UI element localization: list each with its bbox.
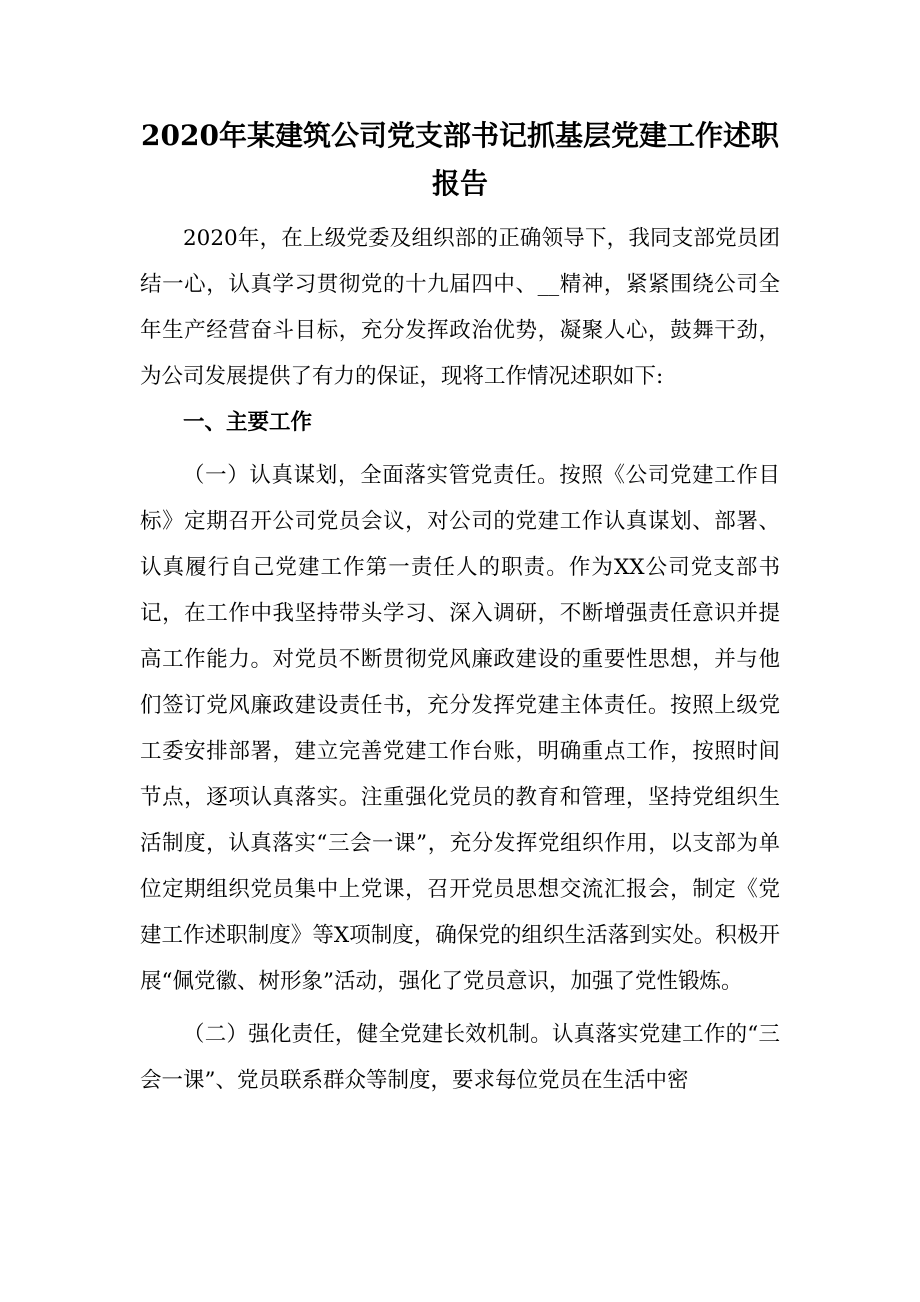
title-line-2: 报告	[431, 167, 488, 200]
document-body	[140, 216, 780, 1104]
paragraph-responsibility: （二）强化责任，健全党建长效机制。认真落实党建工作的“三会一课”、党员联系群众等制度，要求每位党员在生活中密	[140, 1022, 780, 1093]
title-line-1: 2020年某建筑公司党支部书记抓基层党建工作述职	[141, 119, 779, 152]
section-heading-main-work: 一、主要工作	[183, 410, 313, 435]
document-title	[140, 112, 780, 208]
intro-paragraph: 2020年，在上级党委及组织部的正确领导下，我同支部党员团结一心，认真学习贯彻党的十九届四中、__精神，紧紧围绕公司全年生产经营奋斗目标，充分发挥政治优势，凝聚人心，鼓舞干劲，为公司发展提供了有力的保证，现将工作情况述职如下:	[140, 226, 780, 389]
paragraph-planning: （一）认真谋划，全面落实管党责任。按照《公司党建工作目标》定期召开公司党员会议，对公司的党建工作认真谋划、部署、认真履行自己党建工作第一责任人的职责。作为XX公司党支部书记，在工作中我坚持带头学习、深入调研，不断增强责任意识并提高工作能力。对党员不断贯彻党风廉政建设的重要性思想，并与他们签订党风廉政建设责任书，充分发挥党建主体责任。按照上级党工委安排部署，建立完善党建工作台账，明确重点工作，按照时间节点，逐项认真落实。注重强化党员的教育和管理，坚持党组织生活制度，认真落实“三会一课”，充分发挥党组织作用，以支部为单位定期组织党员集中上党课，召开党员思想交流汇报会，制定《党建工作述职制度》等X项制度，确保党的组织生活落到实处。积极开展“佩党徽、树形象”活动，强化了党员意识，加强了党性锻炼。	[140, 463, 780, 994]
